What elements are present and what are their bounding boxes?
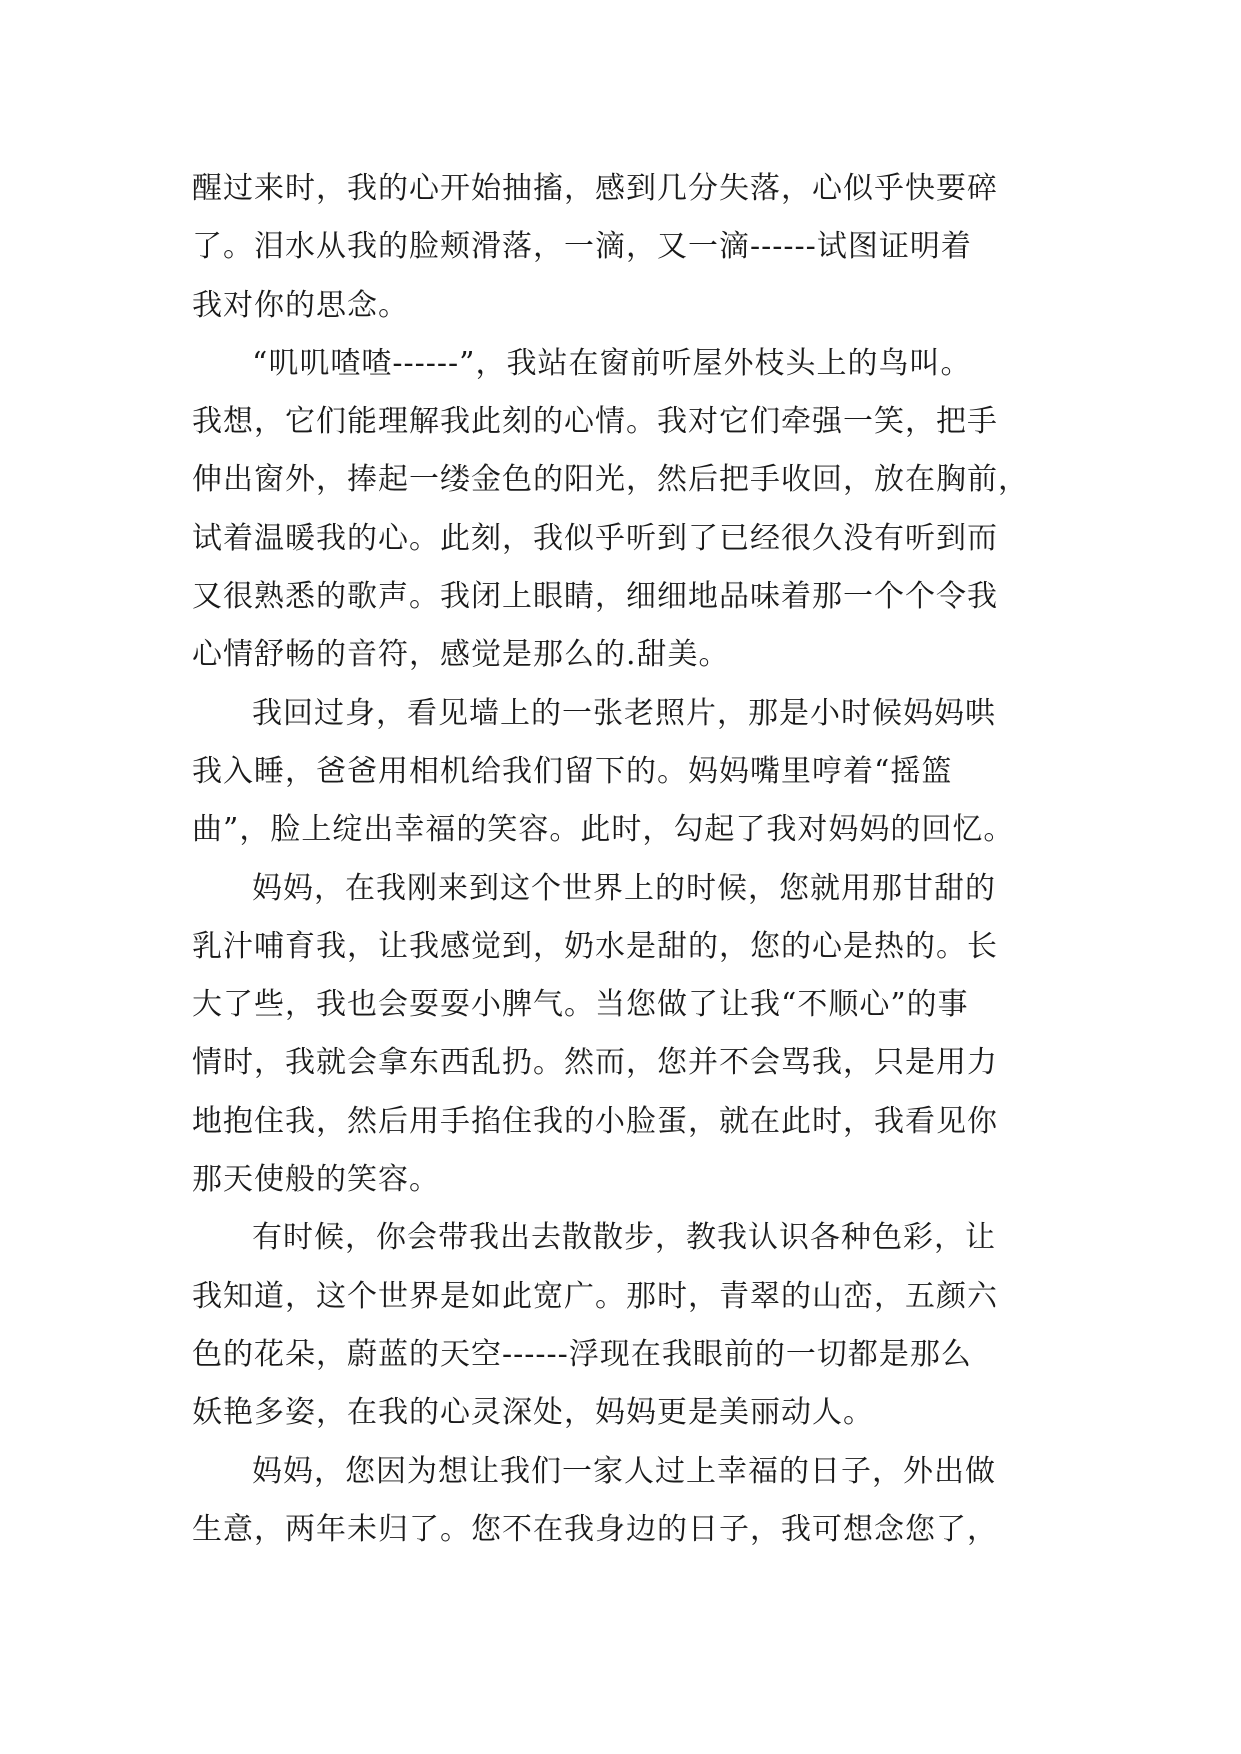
text-line: 我知道，这个世界是如此宽广。那时，青翠的山峦，五颜六 — [192, 1278, 998, 1314]
text-line: 地抱住我，然后用手掐住我的小脸蛋，就在此时，我看见你 — [192, 1103, 998, 1139]
text-line: 了。泪水从我的脸颊滑落，一滴，又一滴------试图证明着 — [192, 229, 972, 265]
text-line: 我对你的思念。 — [192, 287, 409, 323]
text-line: 我入睡，爸爸用相机给我们留下的。妈妈嘴里哼着“摇篮 — [192, 753, 953, 789]
paragraph-first-line: 妈妈，您因为想让我们一家人过上幸福的日子，外出做 — [252, 1453, 996, 1489]
text-line: 试着温暖我的心。此刻，我似乎听到了已经很久没有听到而 — [192, 520, 998, 556]
text-line: 妖艳多姿，在我的心灵深处，妈妈更是美丽动人。 — [192, 1395, 874, 1431]
paragraph-first-line: 我回过身，看见墙上的一张老照片，那是小时候妈妈哄 — [252, 695, 996, 731]
paragraph-first-line: “叽叽喳喳------”，我站在窗前听屋外枝头上的鸟叫。 — [252, 345, 972, 381]
text-line: 色的花朵，蔚蓝的天空------浮现在我眼前的一切都是那么 — [192, 1336, 972, 1372]
text-line: 醒过来时，我的心开始抽搐，感到几分失落，心似乎快要碎 — [192, 171, 998, 206]
text-line: 乳汁哺育我，让我感觉到，奶水是甜的，您的心是热的。长 — [192, 928, 998, 964]
text-line: 那天使般的笑容。 — [192, 1162, 440, 1198]
text-line: 情时，我就会拿东西乱扔。然而，您并不会骂我，只是用力 — [192, 1045, 998, 1081]
text-line: 心情舒畅的音符，感觉是那么的.甜美。 — [192, 637, 730, 673]
essay-body — [192, 160, 1062, 1559]
text-line: 又很熟悉的歌声。我闭上眼睛，细细地品味着那一个个令我 — [192, 579, 998, 615]
text-line: 我想，它们能理解我此刻的心情。我对它们牵强一笑，把手 — [192, 404, 998, 440]
paragraph-first-line: 有时候，你会带我出去散散步，教我认识各种色彩，让 — [252, 1220, 996, 1256]
text-line: 生意，两年未归了。您不在我身边的日子，我可想念您了， — [192, 1511, 998, 1547]
text-line: 大了些，我也会耍耍小脾气。当您做了让我“不顺心”的事 — [192, 987, 969, 1023]
text-line: 曲”，脸上绽出幸福的笑容。此时，勾起了我对妈妈的回忆。 — [192, 812, 1015, 848]
text-line: 伸出窗外，捧起一缕金色的阳光，然后把手收回，放在胸前， — [192, 462, 1029, 498]
paragraph-first-line: 妈妈，在我刚来到这个世界上的时候，您就用那甘甜的 — [252, 870, 996, 906]
